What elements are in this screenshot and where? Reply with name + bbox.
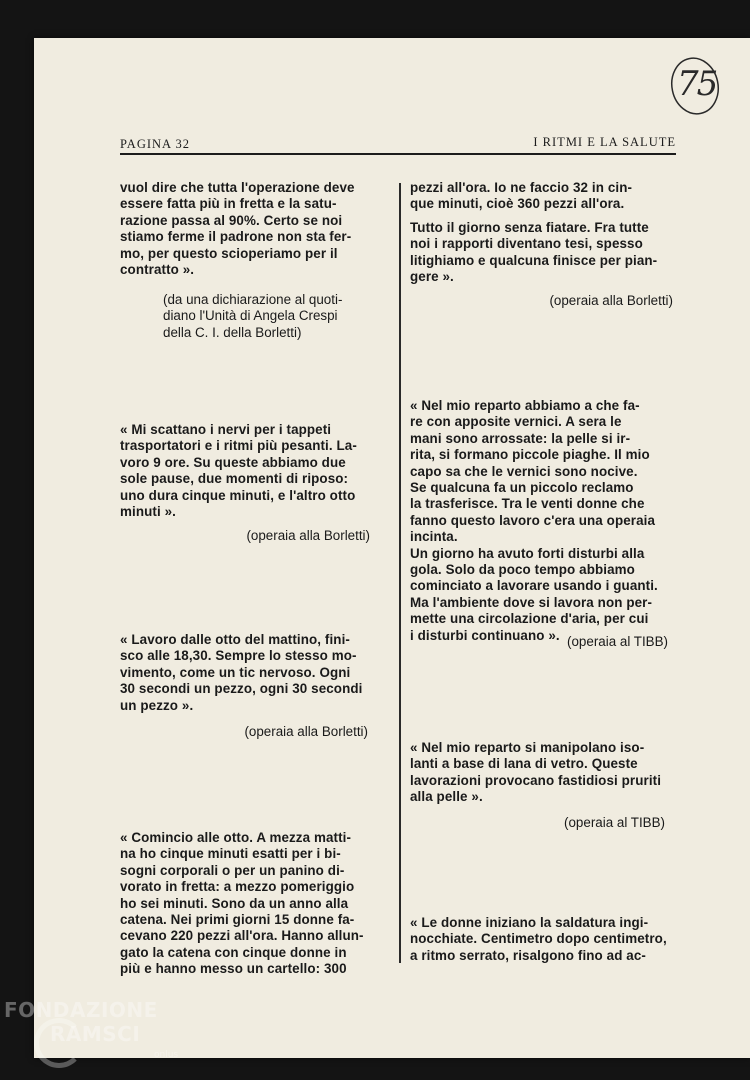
text-line: vuol dire che tutta l'operazione deve <box>120 180 355 195</box>
right-quote-4 <box>410 740 674 806</box>
text-line: mette una circolazione d'aria, per cui <box>410 611 649 627</box>
text-line: catena. Nei primi giorni 15 donne fa- <box>120 912 355 928</box>
text-line: capo sa che le vernici sono nocive. <box>410 463 638 479</box>
text-line: Se qualcuna fa un piccolo reclamo <box>410 480 634 496</box>
text-line: uno dura cinque minuti, e l'altro otto <box>120 487 356 503</box>
text-line: sogni corporali o per un panino di- <box>120 862 345 878</box>
text-line: sco alle 18,30. Sempre lo stesso mo- <box>120 648 357 664</box>
text-line: nocchiate. Centimetro dopo centimetro, <box>410 931 667 947</box>
text-line: pezzi all'ora. Io ne faccio 32 in cin- <box>410 180 633 195</box>
text-line: rita, si formano piccole piaghe. Il mio <box>410 447 650 463</box>
header-rule <box>120 153 676 155</box>
right-quote-2 <box>410 220 674 286</box>
text-line: 30 secondi un pezzo, ogni 30 secondi <box>120 681 363 697</box>
text-line: cominciato a lavorare usando i guanti. <box>410 578 658 594</box>
text-line: più e hanno messo un cartello: 300 <box>120 961 347 977</box>
text-line: « Le donne iniziano la saldatura ingi- <box>410 915 649 930</box>
text-line: que minuti, cioè 360 pezzi all'ora. <box>410 196 625 212</box>
watermark-line-2: RAMSCI <box>50 1022 141 1046</box>
left-attribution-3: (operaia alla Borletti) <box>244 724 368 739</box>
watermark-line-1: FONDAZIONE <box>4 998 158 1022</box>
handwritten-number-text: 75 <box>677 64 717 104</box>
text-line: noi i rapporti diventano tesi, spesso <box>410 236 643 252</box>
left-quote-3 <box>120 632 378 714</box>
handwritten-page-number <box>668 56 718 116</box>
text-line: incinta. <box>410 529 458 545</box>
right-attribution-3: (operaia al TIBB) <box>567 634 668 649</box>
text-line: la trasferisce. Tra le venti donne che <box>410 496 645 512</box>
text-line: Un giorno ha avuto forti disturbi alla <box>410 545 645 561</box>
text-line: minuti ». <box>120 504 176 520</box>
right-quote-5 <box>410 915 674 964</box>
text-line: fanno questo lavoro c'era una operaia <box>410 512 655 528</box>
text-line: gere ». <box>410 269 454 285</box>
text-line: diano l'Unità di Angela Crespi <box>163 308 338 324</box>
left-quote-2 <box>120 422 378 520</box>
text-line: ho sei minuti. Sono da un anno alla <box>120 895 349 911</box>
text-line: gola. Solo da poco tempo abbiamo <box>410 562 635 578</box>
text-line: vorato in fretta: a mezzo pomeriggio <box>120 879 355 895</box>
text-line: sole pause, due momenti di riposo: <box>120 471 349 487</box>
text-line: « Nel mio reparto si manipolano iso- <box>410 740 645 755</box>
right-attribution-2: (operaia alla Borletti) <box>549 293 673 308</box>
text-line: na ho cinque minuti esatti per i bi- <box>120 846 341 862</box>
text-line: Ma l'ambiente dove si lavora non per- <box>410 594 653 610</box>
text-line: gato la catena con cinque donne in <box>120 944 347 960</box>
text-line: stiamo ferme il padrone non sta fer- <box>120 229 352 245</box>
right-attribution-4: (operaia al TIBB) <box>564 815 665 830</box>
text-line: Tutto il giorno senza fiatare. Fra tutte <box>410 220 649 235</box>
text-line: un pezzo ». <box>120 697 194 713</box>
column-divider <box>399 183 401 963</box>
text-line: i disturbi continuano ». <box>410 627 560 643</box>
right-quote-3 <box>410 398 674 644</box>
text-line: lavorazioni provocano fastidiosi pruriti <box>410 772 662 788</box>
text-line: re con apposite vernici. A sera le <box>410 414 622 430</box>
text-line: razione passa al 90%. Certo se noi <box>120 212 343 228</box>
left-quote-1 <box>120 180 378 278</box>
text-line: alla pelle ». <box>410 789 483 805</box>
text-line: (da una dichiarazione al quoti- <box>163 292 343 307</box>
text-line: della C. I. della Borletti) <box>163 324 302 340</box>
left-attribution-2: (operaia alla Borletti) <box>246 528 370 543</box>
text-line: a ritmo serrato, risalgono fino ad ac- <box>410 947 646 963</box>
text-line: litighiamo e qualcuna finisce per pian- <box>410 252 658 268</box>
running-header <box>120 136 676 154</box>
text-line: « Nel mio reparto abbiamo a che fa- <box>410 398 640 413</box>
text-line: trasportatori e i ritmi più pesanti. La- <box>120 438 357 454</box>
text-line: voro 9 ore. Su queste abbiamo due <box>120 454 346 470</box>
right-quote-1 <box>410 180 674 213</box>
header-section-title: I RITMI E LA SALUTE <box>533 135 676 149</box>
text-line: mani sono arrossate: la pelle si ir- <box>410 430 631 446</box>
text-line: vimento, come un tic nervoso. Ogni <box>120 664 351 680</box>
text-line: essere fatta più in fretta e la satu- <box>120 196 337 212</box>
left-quote-4 <box>120 830 378 978</box>
text-line: contratto ». <box>120 262 195 278</box>
text-line: « Lavoro dalle otto del mattino, fini- <box>120 632 350 647</box>
header-page-label: PAGINA 32 <box>120 137 191 151</box>
watermark-line-3: onlus <box>154 1050 179 1060</box>
text-line: cevano 220 pezzi all'ora. Hanno allun- <box>120 928 364 944</box>
archive-watermark <box>4 996 204 1076</box>
text-line: « Comincio alle otto. A mezza matti- <box>120 830 352 845</box>
left-source-1 <box>163 292 378 341</box>
text-line: « Mi scattano i nervi per i tappeti <box>120 422 332 437</box>
text-line: mo, per questo scioperiamo per il <box>120 245 338 261</box>
text-line: lanti a base di lana di vetro. Queste <box>410 756 638 772</box>
